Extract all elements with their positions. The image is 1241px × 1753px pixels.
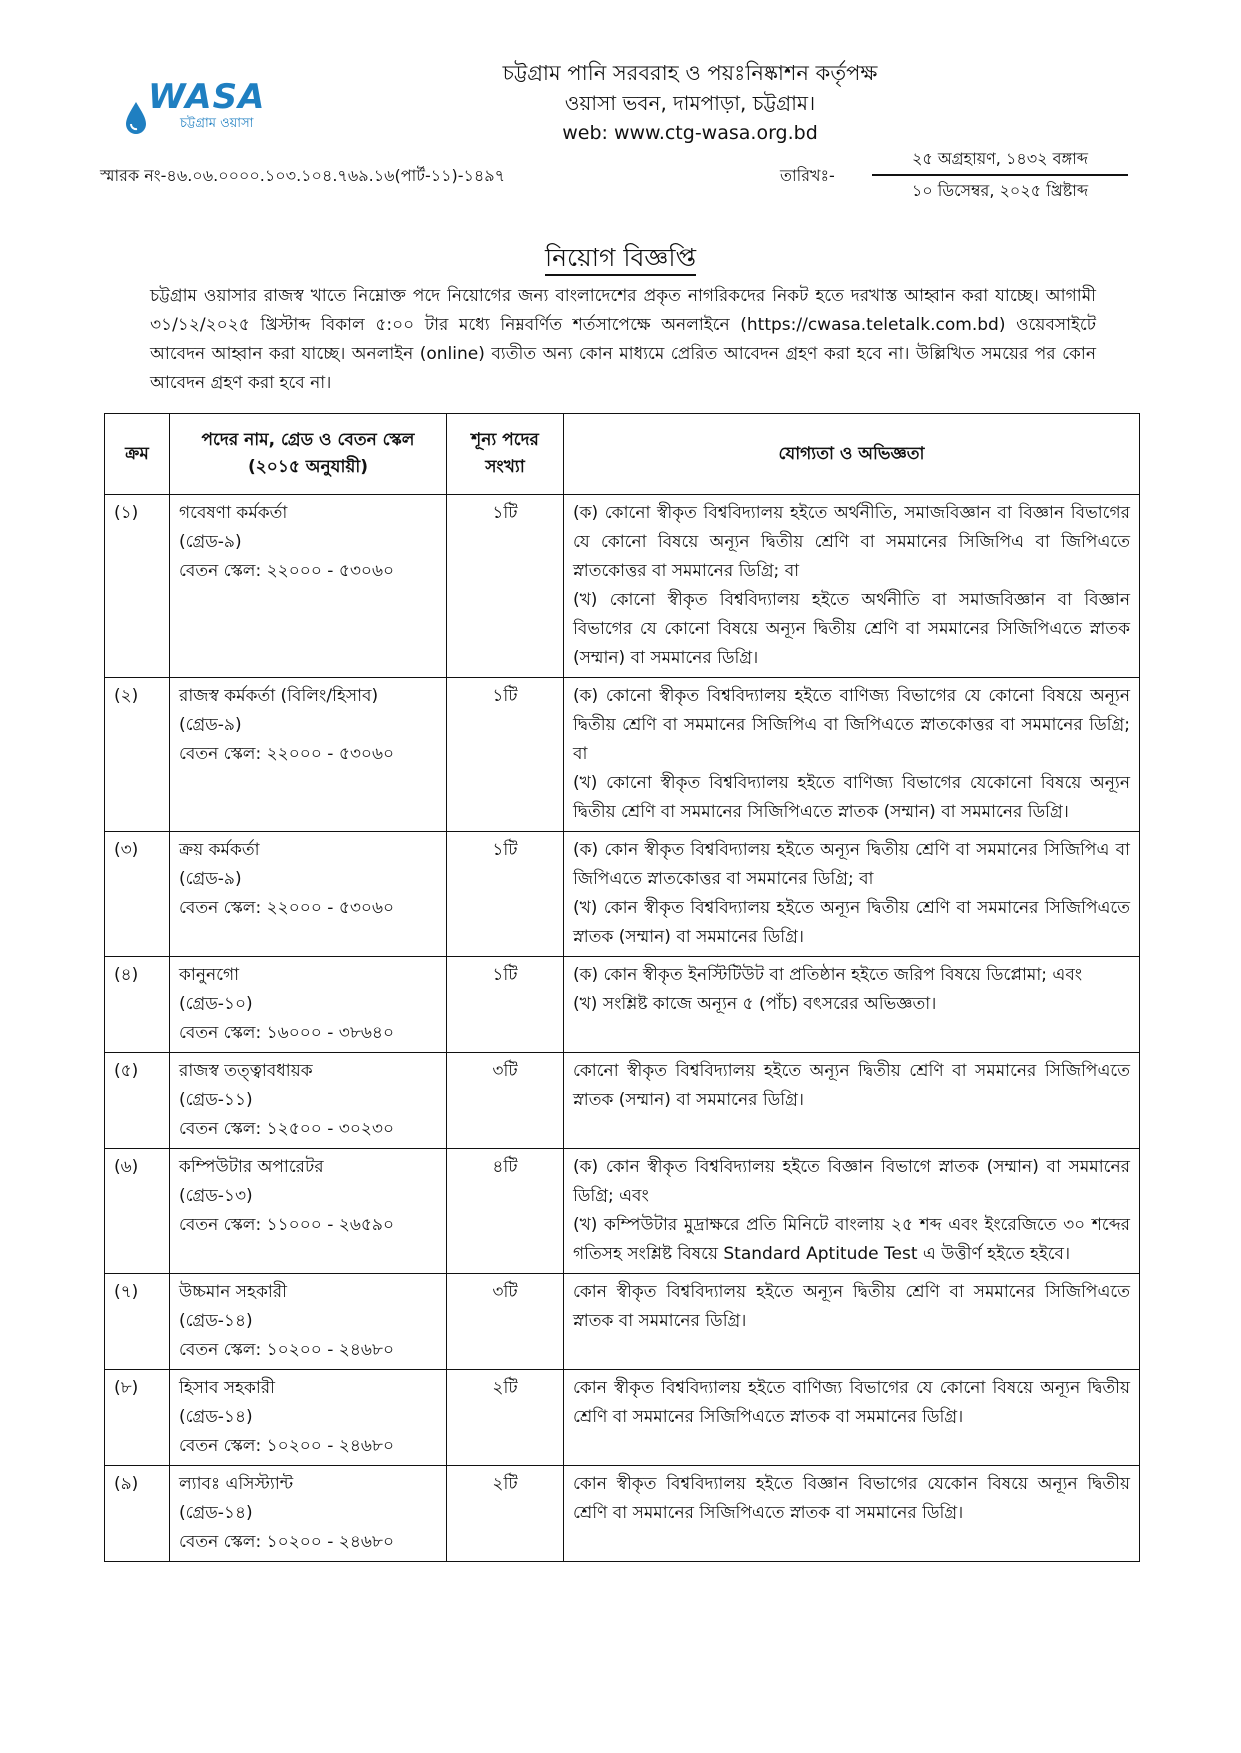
post-pay-scale: বেতন স্কেল: ২২০০০ - ৫৩০৬০	[179, 561, 395, 581]
table-row	[105, 678, 1140, 832]
header-no: ক্রম	[105, 414, 170, 495]
qualification-clause: (খ) কম্পিউটার মুদ্রাক্ষরে প্রতি মিনিটে বাংলায় ২৫ শব্দ এবং ইংরেজিতে ৩০ শব্দের গতিসহ সংশ্লিষ্ট বিষয়ে Standard Aptitude Test এ উত্তীর্ণ হইতে হইবে।	[573, 1215, 1130, 1264]
header-post	[170, 414, 447, 495]
row-number: (২)	[105, 678, 170, 832]
table-row	[105, 1466, 1140, 1562]
post-grade: (গ্রেড-১০)	[179, 994, 253, 1014]
header-post-line1: পদের নাম, গ্রেড ও বেতন স্কেল	[201, 430, 415, 450]
post-pay-scale: বেতন স্কেল: ১২৫০০ - ৩০২৩০	[179, 1119, 395, 1139]
post-name: হিসাব সহকারী	[179, 1378, 276, 1398]
date-label: তারিখঃ-	[780, 166, 835, 185]
row-post-cell	[170, 678, 447, 832]
notice-title: নিয়োগ বিজ্ঞপ্তি	[545, 243, 696, 276]
logo-text: WASA	[148, 77, 266, 117]
intro-paragraph: চট্টগ্রাম ওয়াসার রাজস্ব খাতে নিম্নোক্ত পদে নিয়োগের জন্য বাংলাদেশের প্রকৃত নাগরিকদের নিকট হতে দরখাস্ত আহ্বান করা যাচ্ছে। আগামী ৩১/১২/২০২৫ খ্রিস্টাব্দ বিকাল ৫:০০ টার মধ্যে নিম্নবর্ণিত শর্তসাপেক্ষে অনলাইনে (https://cwasa.teletalk.com.bd) ওয়েবসাইটে আবেদন আহ্বান করা যাচ্ছে। অনলাইন (online) ব্যতীত অন্য কোন মাধ্যমে প্রেরিত আবেদন গ্রহণ করা হবে না। উল্লিখিত সময়ের পর কোন আবেদন গ্রহণ করা হবে না।	[150, 286, 1096, 393]
row-post-cell	[170, 957, 447, 1053]
header-post-line2: (২০১৫ অনুযায়ী)	[247, 457, 369, 477]
qualification-clause: (খ) কোনো স্বীকৃত বিশ্ববিদ্যালয় হইতে বাণিজ্য বিভাগের যেকোনো বিষয়ে অন্যূন দ্বিতীয় শ্রেণি বা সমমানের সিজিপিএতে স্নাতক (সম্মান) বা সমমানের ডিগ্রি।	[573, 773, 1130, 822]
row-qualification	[564, 1274, 1140, 1370]
wasa-logo	[118, 72, 318, 148]
date-box	[872, 148, 1128, 202]
row-vacancy: ৪টি	[447, 1149, 564, 1274]
row-post-cell	[170, 1274, 447, 1370]
header-qualification: যোগ্যতা ও অভিজ্ঞতা	[564, 414, 1140, 495]
row-vacancy: ৩টি	[447, 1274, 564, 1370]
post-grade: (গ্রেড-১৪)	[179, 1311, 253, 1331]
qualification-clause: (খ) সংশ্লিষ্ট কাজে অন্যূন ৫ (পাঁচ) বৎসরের অভিজ্ঞতা।	[573, 994, 937, 1014]
post-name: উচ্চমান সহকারী	[179, 1282, 288, 1302]
row-vacancy: ৩টি	[447, 1053, 564, 1149]
qualification-clause: (ক) কোন স্বীকৃত বিশ্ববিদ্যালয় হইতে অন্যূন দ্বিতীয় শ্রেণি বা সমমানের সিজিপিএ বা জিপিএতে স্নাতকোত্তর বা সমমানের ডিগ্রি; বা	[573, 840, 1130, 889]
qualification-clause: (ক) কোনো স্বীকৃত বিশ্ববিদ্যালয় হইতে অর্থনীতি, সমাজবিজ্ঞান বা বিজ্ঞান বিভাগের যে কোনো বিষয়ে অন্যূন দ্বিতীয় শ্রেণি বা সমমানের সিজিপিএ বা জিপিএতে স্নাতকোত্তর বা সমমানের ডিগ্রি; বা	[573, 503, 1130, 581]
row-post-cell	[170, 1466, 447, 1562]
post-name: রাজস্ব কর্মকর্তা (বিলিং/হিসাব)	[179, 686, 379, 706]
post-grade: (গ্রেড-১৪)	[179, 1407, 253, 1427]
org-address: ওয়াসা ভবন, দামপাড়া, চট্টগ্রাম।	[564, 91, 816, 115]
logo-subtext: চট্টগ্রাম ওয়াসা	[180, 116, 254, 131]
post-pay-scale: বেতন স্কেল: ২২০০০ - ৫৩০৬০	[179, 744, 395, 764]
org-name: চট্টগ্রাম পানি সরবরাহ ও পয়ঃনিষ্কাশন কর্তৃপক্ষ	[502, 61, 878, 85]
row-qualification	[564, 678, 1140, 832]
post-name: ল্যাবঃ এসিস্ট্যান্ট	[179, 1474, 294, 1494]
post-grade: (গ্রেড-১৪)	[179, 1503, 253, 1523]
row-post-cell	[170, 832, 447, 957]
row-qualification	[564, 1053, 1140, 1149]
row-number: (৯)	[105, 1466, 170, 1562]
row-vacancy: ২টি	[447, 1466, 564, 1562]
row-vacancy: ১টি	[447, 957, 564, 1053]
memo-ref: স্মারক নং-৪৬.০৬.০০০০.১০৩.১০৪.৭৬৯.১৬(পার্ট-১১)-১৪৯৭	[100, 166, 506, 185]
row-number: (৩)	[105, 832, 170, 957]
table-row	[105, 495, 1140, 678]
qualification-clause: কোন স্বীকৃত বিশ্ববিদ্যালয় হইতে বাণিজ্য বিভাগের যে কোনো বিষয়ে অন্যূন দ্বিতীয় শ্রেণি বা সমমানের সিজিপিএতে স্নাতক বা সমমানের ডিগ্রি।	[573, 1378, 1130, 1427]
post-pay-scale: বেতন স্কেল: ১৬০০০ - ৩৮৬৪০	[179, 1023, 395, 1043]
row-qualification	[564, 495, 1140, 678]
qualification-clause: (খ) কোন স্বীকৃত বিশ্ববিদ্যালয় হইতে অন্যূন দ্বিতীয় শ্রেণি বা সমমানের সিজিপিএতে স্নাতক (সম্মান) বা সমমানের ডিগ্রি।	[573, 898, 1130, 947]
post-pay-scale: বেতন স্কেল: ১০২০০ - ২৪৬৮০	[179, 1340, 395, 1360]
table-row	[105, 1149, 1140, 1274]
row-qualification	[564, 1149, 1140, 1274]
row-post-cell	[170, 1149, 447, 1274]
post-pay-scale: বেতন স্কেল: ২২০০০ - ৫৩০৬০	[179, 898, 395, 918]
row-number: (৫)	[105, 1053, 170, 1149]
letterhead	[380, 58, 1000, 148]
table-row	[105, 957, 1140, 1053]
header-vacancy	[447, 414, 564, 495]
post-grade: (গ্রেড-৯)	[179, 869, 242, 889]
row-vacancy: ২টি	[447, 1370, 564, 1466]
row-post-cell	[170, 1370, 447, 1466]
post-name: ক্রয় কর্মকর্তা	[179, 840, 260, 860]
row-post-cell	[170, 495, 447, 678]
qualification-clause: (ক) কোন স্বীকৃত ইনস্টিটিউট বা প্রতিষ্ঠান হইতে জরিপ বিষয়ে ডিপ্লোমা; এবং	[573, 965, 1083, 985]
post-pay-scale: বেতন স্কেল: ১০২০০ - ২৪৬৮০	[179, 1532, 395, 1552]
qualification-clause: (ক) কোন স্বীকৃত বিশ্ববিদ্যালয় হইতে বিজ্ঞান বিভাগে স্নাতক (সম্মান) বা সমমানের ডিগ্রি; এবং	[573, 1157, 1130, 1206]
row-qualification	[564, 957, 1140, 1053]
row-vacancy: ১টি	[447, 678, 564, 832]
table-row	[105, 1370, 1140, 1466]
row-post-cell	[170, 1053, 447, 1149]
table-row	[105, 1274, 1140, 1370]
row-qualification	[564, 1466, 1140, 1562]
post-grade: (গ্রেড-৯)	[179, 532, 242, 552]
row-number: (৭)	[105, 1274, 170, 1370]
row-vacancy: ১টি	[447, 495, 564, 678]
post-grade: (গ্রেড-১৩)	[179, 1186, 253, 1206]
qualification-clause: (খ) কোনো স্বীকৃত বিশ্ববিদ্যালয় হইতে অর্থনীতি বা সমাজবিজ্ঞান বা বিজ্ঞান বিভাগের যে কোনো বিষয়ে অন্যূন দ্বিতীয় শ্রেণি বা সমমানের সিজিপিএতে স্নাতক (সম্মান) বা সমমানের ডিগ্রি।	[573, 590, 1130, 668]
post-name: কম্পিউটার অপারেটর	[179, 1157, 324, 1177]
post-name: গবেষণা কর্মকর্তা	[179, 503, 288, 523]
date-bangla: ২৫ অগ্রহায়ণ, ১৪৩২ বঙ্গাব্দ	[872, 148, 1128, 176]
table-header-row	[105, 414, 1140, 495]
post-pay-scale: বেতন স্কেল: ১০২০০ - ২৪৬৮০	[179, 1436, 395, 1456]
qualification-clause: (ক) কোনো স্বীকৃত বিশ্ববিদ্যালয় হইতে বাণিজ্য বিভাগের যে কোনো বিষয়ে অন্যূন দ্বিতীয় শ্রেণি বা সমমানের সিজিপিএ বা জিপিএতে স্নাতকোত্তর বা সমমানের ডিগ্রি; বা	[573, 686, 1130, 764]
post-grade: (গ্রেড-১১)	[179, 1090, 253, 1110]
qualification-clause: কোন স্বীকৃত বিশ্ববিদ্যালয় হইতে অন্যূন দ্বিতীয় শ্রেণি বা সমমানের সিজিপিএতে স্নাতক বা সমমানের ডিগ্রি।	[573, 1282, 1130, 1331]
posts-table	[104, 413, 1140, 1562]
qualification-clause: কোন স্বীকৃত বিশ্ববিদ্যালয় হইতে বিজ্ঞান বিভাগের যেকোন বিষয়ে অন্যূন দ্বিতীয় শ্রেণি বা সমমানের সিজিপিএতে স্নাতক বা সমমানের ডিগ্রি।	[573, 1474, 1130, 1523]
row-qualification	[564, 1370, 1140, 1466]
header-vac-line2: সংখ্যা	[485, 457, 525, 477]
table-row	[105, 832, 1140, 957]
qualification-clause: কোনো স্বীকৃত বিশ্ববিদ্যালয় হইতে অন্যূন দ্বিতীয় শ্রেণি বা সমমানের সিজিপিএতে স্নাতক (সম্মান) বা সমমানের ডিগ্রি।	[573, 1061, 1130, 1110]
notice-title-wrap	[0, 238, 1241, 281]
date-gregorian: ১০ ডিসেম্বর, ২০২৫ খ্রিষ্টাব্দ	[911, 181, 1089, 200]
row-number: (৬)	[105, 1149, 170, 1274]
row-number: (৪)	[105, 957, 170, 1053]
org-web: web: www.ctg-wasa.org.bd	[562, 122, 818, 144]
table-row	[105, 1053, 1140, 1149]
post-name: কানুনগো	[179, 965, 240, 985]
post-grade: (গ্রেড-৯)	[179, 715, 242, 735]
row-number: (১)	[105, 495, 170, 678]
post-pay-scale: বেতন স্কেল: ১১০০০ - ২৬৫৯০	[179, 1215, 394, 1235]
row-number: (৮)	[105, 1370, 170, 1466]
row-qualification	[564, 832, 1140, 957]
header-vac-line1: শূন্য পদের	[471, 430, 539, 450]
post-name: রাজস্ব তত্ত্বাবধায়ক	[179, 1061, 313, 1081]
row-vacancy: ১টি	[447, 832, 564, 957]
